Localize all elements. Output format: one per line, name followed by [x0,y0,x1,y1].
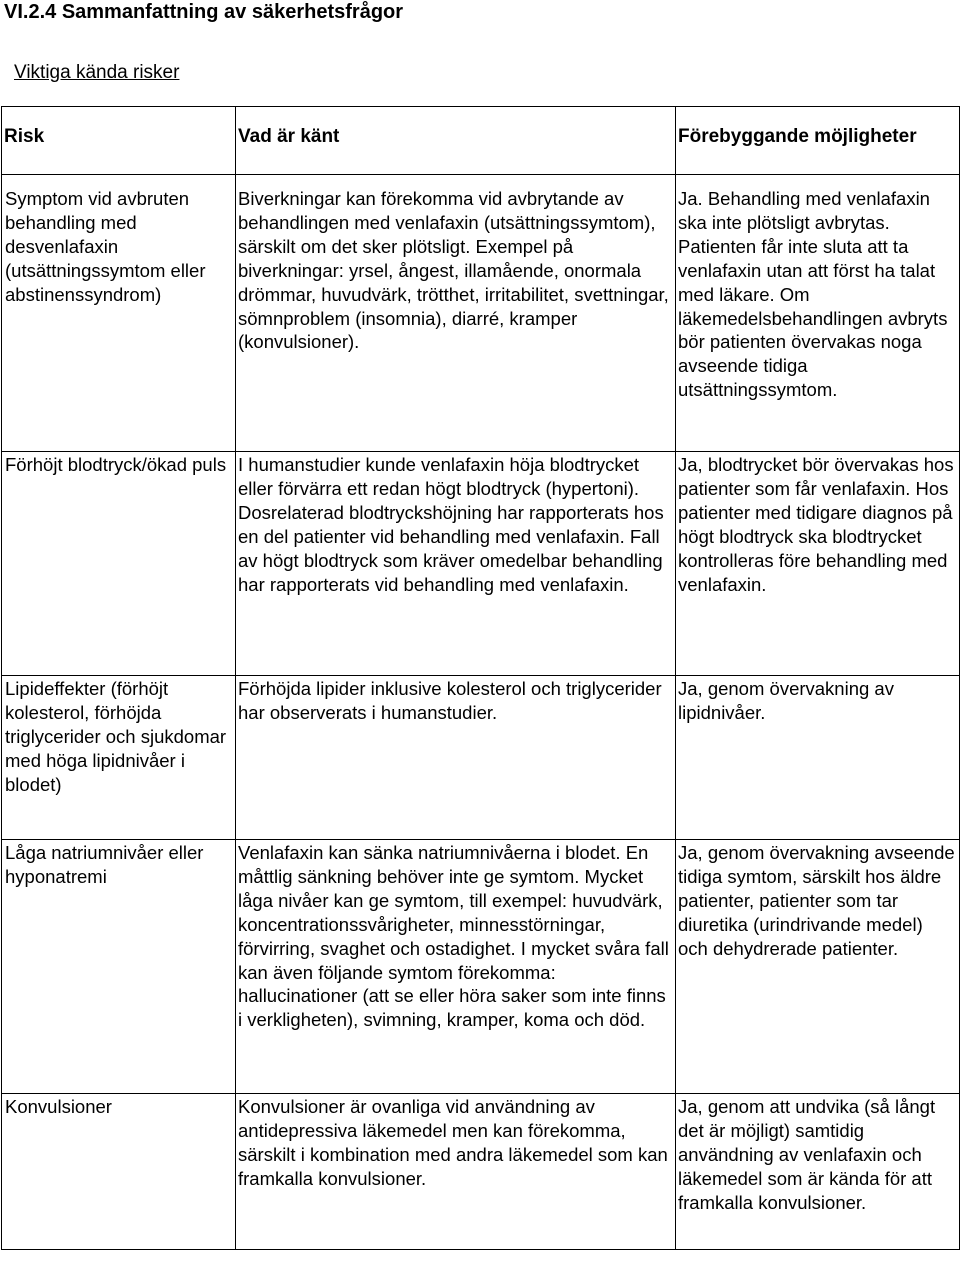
risk-cell: Konvulsioner [2,1094,236,1250]
risk-cell: Förhöjt blodtryck/ökad puls [2,452,236,676]
known-cell: Venlafaxin kan sänka natriumnivåerna i blodet. En måttlig sänkning behöver inte ge symtom. Mycket låga nivåer kan ge symtom, till exempel: huvudvärk, koncentrationssvårigheter, minnesstörningar, förvirring, svaghet och ostadighet. I mycket svåra fall kan även följande symtom förekomma: hallucinationer (att se eller höra saker som inte finns i verkligheten), svimning, kramper, koma och död. [236,840,676,1094]
column-header-prevention: Förebyggande möjligheter [676,107,960,175]
prevention-cell: Ja, genom övervakning avseende tidiga symtom, särskilt hos äldre patienter, patienter som tar diuretika (urindrivande medel) och dehydrerade patienter. [676,840,960,1094]
prevention-cell: Ja, genom övervakning av lipidnivåer. [676,676,960,840]
column-header-known: Vad är känt [236,107,676,175]
known-cell: Förhöjda lipider inklusive kolesterol och triglycerider har observerats i humanstudier. [236,676,676,840]
column-header-risk: Risk [2,107,236,175]
table-row [2,1094,960,1250]
table-header-row [2,107,960,175]
risk-table [1,106,960,1250]
known-cell: I humanstudier kunde venlafaxin höja blodtrycket eller förvärra ett redan högt blodtryck (hypertoni). Dosrelaterad blodtryckshöjning har rapporterats hos en del patienter vid behandling med venlafaxin. Fall av högt blodtryck som kräver omedelbar behandling har rapporterats vid behandling med venlafaxin. [236,452,676,676]
table-row [2,175,960,452]
subsection-heading: Viktiga kända risker [14,62,180,83]
known-cell: Biverkningar kan förekomma vid avbrytande av behandlingen med venlafaxin (utsättningssymtom), särskilt om det sker plötsligt. Exempel på biverkningar: yrsel, ångest, illamående, onormala drömmar, huvudvärk, trötthet, irritabilitet, svettningar, sömnproblem (insomnia), diarré, kramper (konvulsioner). [236,175,676,452]
table-row [2,452,960,676]
risk-cell: Symptom vid avbruten behandling med desvenlafaxin (utsättningssymtom eller abstinenssyndrom) [2,175,236,452]
section-heading: VI.2.4 Sammanfattning av säkerhetsfrågor [4,1,404,23]
known-cell: Konvulsioner är ovanliga vid användning av antidepressiva läkemedel men kan förekomma, särskilt i kombination med andra läkemedel som kan framkalla konvulsioner. [236,1094,676,1250]
prevention-cell: Ja, blodtrycket bör övervakas hos patienter som får venlafaxin. Hos patienter med tidigare diagnos på högt blodtryck ska blodtrycket kontrolleras före behandling med venlafaxin. [676,452,960,676]
table-row [2,840,960,1094]
prevention-cell: Ja, genom att undvika (så långt det är möjligt) samtidig användning av venlafaxin och läkemedel som är kända för att framkalla konvulsioner. [676,1094,960,1250]
prevention-cell: Ja. Behandling med venlafaxin ska inte plötsligt avbrytas. Patienten får inte sluta att ta venlafaxin utan att först ha talat med läkare. Om läkemedelsbehandlingen avbryts bör patienten övervakas noga avseende tidiga utsättningssymtom. [676,175,960,452]
table-row [2,676,960,840]
risk-cell: Låga natriumnivåer eller hyponatremi [2,840,236,1094]
risk-cell: Lipideffekter (förhöjt kolesterol, förhöjda triglycerider och sjukdomar med höga lipidnivåer i blodet) [2,676,236,840]
